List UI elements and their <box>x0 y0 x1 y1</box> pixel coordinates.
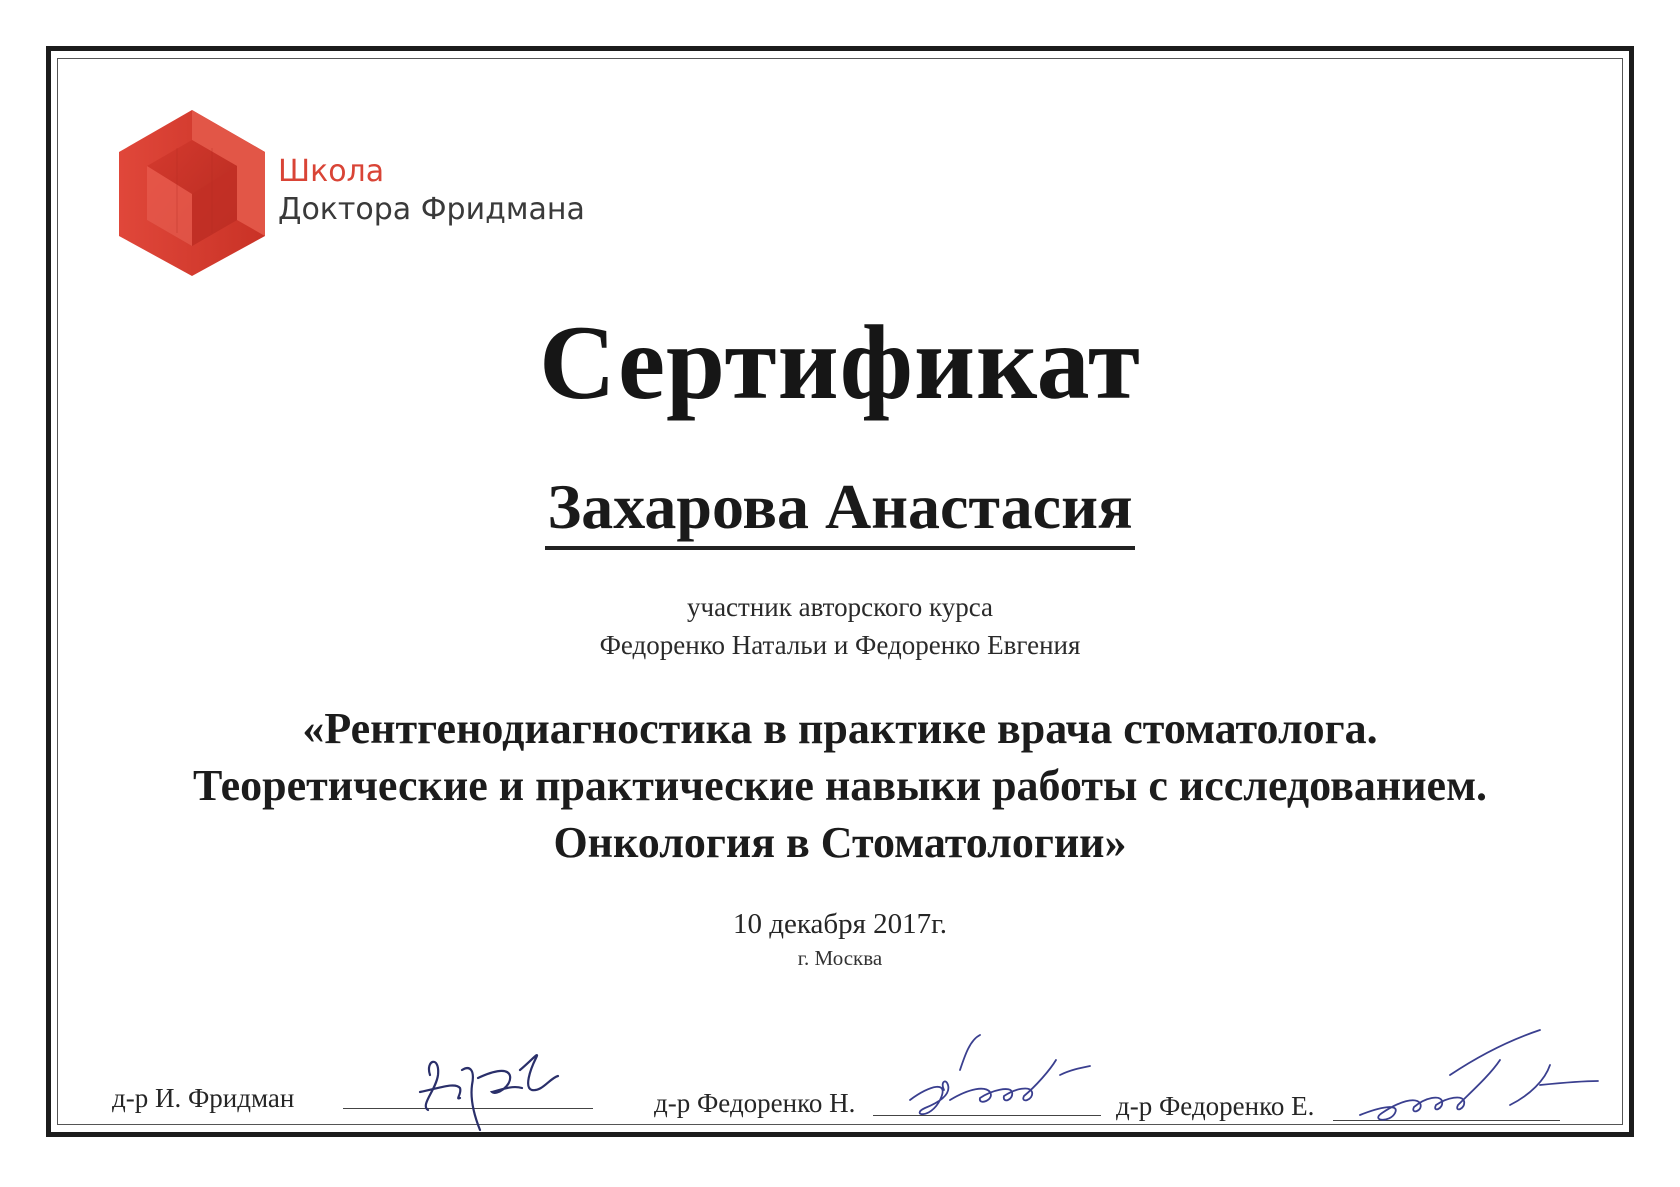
signature-mark-3 <box>1340 1025 1620 1145</box>
authors-line: Федоренко Натальи и Федоренко Евгения <box>599 630 1081 660</box>
signature-label-2: д-р Федоренко Н. <box>654 1088 856 1118</box>
school-name <box>278 153 585 230</box>
issue-date: 10 декабря 2017г. <box>732 908 948 940</box>
course-title-line-2: Теоретические и практические навыки работы с исследованием. <box>192 761 1488 810</box>
signature-label-3: д-р Федоренко Е. <box>1116 1091 1315 1121</box>
recipient-name: Захарова Анастасия <box>545 471 1134 550</box>
course-authors-block <box>0 588 1680 664</box>
course-title <box>0 700 1680 871</box>
issue-city: г. Москва <box>797 946 883 970</box>
school-logo-icon <box>117 108 267 278</box>
school-name-line1: Школа <box>278 154 385 189</box>
school-name-line2: Доктора Фридмана <box>278 192 585 228</box>
course-title-line-3: Онкология в Стоматологии» <box>553 818 1127 867</box>
participant-line: участник авторского курса <box>686 592 994 622</box>
signature-mark-2 <box>880 1030 1110 1140</box>
certificate-title: Сертификат <box>539 304 1141 421</box>
signature-label-1: д-р И. Фридман <box>112 1083 295 1113</box>
recipient-block <box>0 470 1680 544</box>
signature-mark-1 <box>400 1030 600 1140</box>
course-title-line-1: «Рентгенодиагностика в практике врача стоматолога. <box>302 704 1378 753</box>
